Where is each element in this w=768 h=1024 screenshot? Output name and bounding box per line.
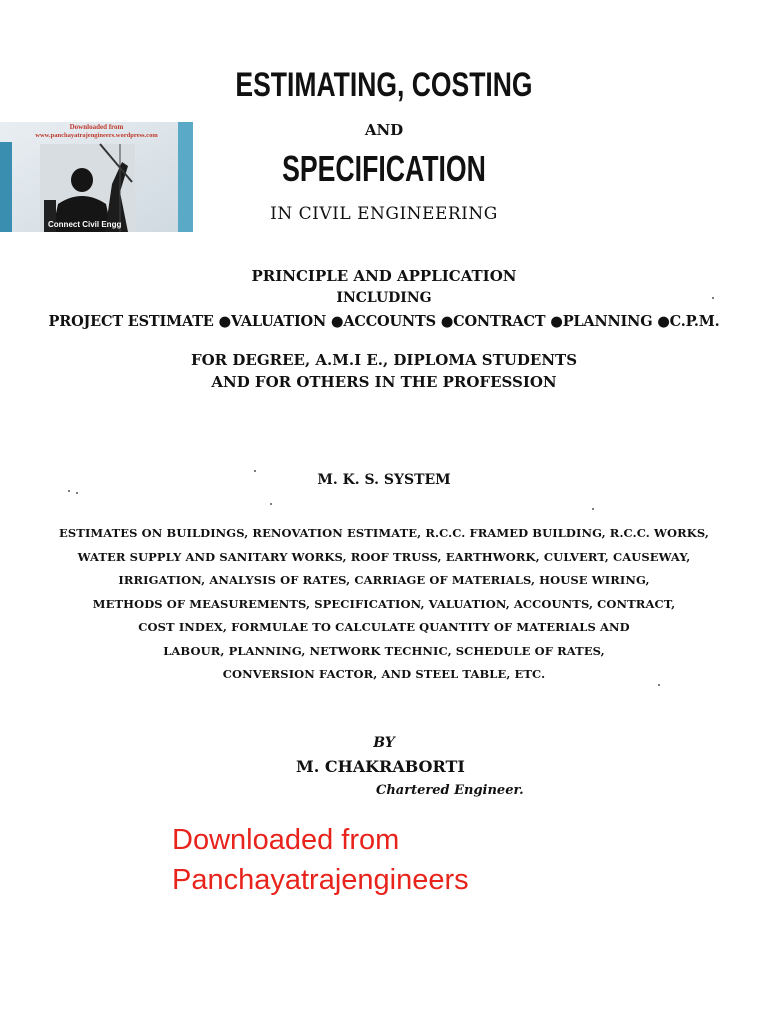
contents-line: ESTIMATES ON BUILDINGS, RENOVATION ESTIMATE, R.C.C. FRAMED BUILDING, R.C.C. WORKS, <box>59 526 709 540</box>
book-title-line1: ESTIMATING, COSTING <box>235 66 533 104</box>
unit-system: M. K. S. SYSTEM <box>317 472 451 488</box>
contents-line: CONVERSION FACTOR, AND STEEL TABLE, ETC. <box>222 667 546 681</box>
book-title-and: AND <box>364 121 404 139</box>
contents-line: METHODS OF MEASUREMENTS, SPECIFICATION, VALUATION, ACCOUNTS, CONTRACT, <box>92 596 676 611</box>
logo-caption-text: Connect Civil Engg <box>48 220 122 229</box>
contents-line: WATER SUPPLY AND SANITARY WORKS, ROOF TRUSS, EARTHWORK, CULVERT, CAUSEWAY, <box>77 549 691 564</box>
audience-line-1: FOR DEGREE, A.M.I E., DIPLOMA STUDENTS <box>190 351 578 369</box>
contents-line: IRRIGATION, ANALYSIS OF RATES, CARRIAGE OF MATERIALS, HOUSE WIRING, <box>118 573 650 587</box>
scan-speck <box>658 684 660 686</box>
contents-line: LABOUR, PLANNING, NETWORK TECHNIC, SCHEDULE OF RATES, <box>163 643 605 658</box>
author-name: M. CHAKRABORTI <box>296 757 465 776</box>
watermark-line-1: Downloaded from <box>172 824 400 856</box>
scan-speck <box>254 470 256 472</box>
logo-downloaded-text: Downloaded from <box>69 123 124 131</box>
contents-line: COST INDEX, FORMULAE TO CALCULATE QUANTITY OF MATERIALS AND <box>138 620 630 634</box>
author-role: Chartered Engineer. <box>376 783 524 798</box>
book-subtitle: IN CIVIL ENGINEERING <box>270 204 498 224</box>
scan-speck <box>592 508 594 510</box>
book-title-line2: SPECIFICATION <box>282 148 486 189</box>
scan-speck <box>76 492 78 494</box>
topics-line: PROJECT ESTIMATE ●VALUATION ●ACCOUNTS ●CONTRACT ●PLANNING ●C.P.M. <box>48 313 720 330</box>
logo-site-text: www.panchayatrajengineers.wordpress.com <box>35 132 158 139</box>
audience-line-2: AND FOR OTHERS IN THE PROFESSION <box>211 373 557 391</box>
principle-heading: PRINCIPLE AND APPLICATION <box>251 267 517 285</box>
scan-speck <box>712 297 714 299</box>
by-label: BY <box>373 735 395 751</box>
scan-speck <box>68 490 70 492</box>
scan-speck <box>270 503 272 505</box>
including-heading: INCLUDING <box>336 290 432 306</box>
contents-list <box>0 522 768 687</box>
watermark-line-2: Panchayatrajengineers <box>172 864 469 896</box>
